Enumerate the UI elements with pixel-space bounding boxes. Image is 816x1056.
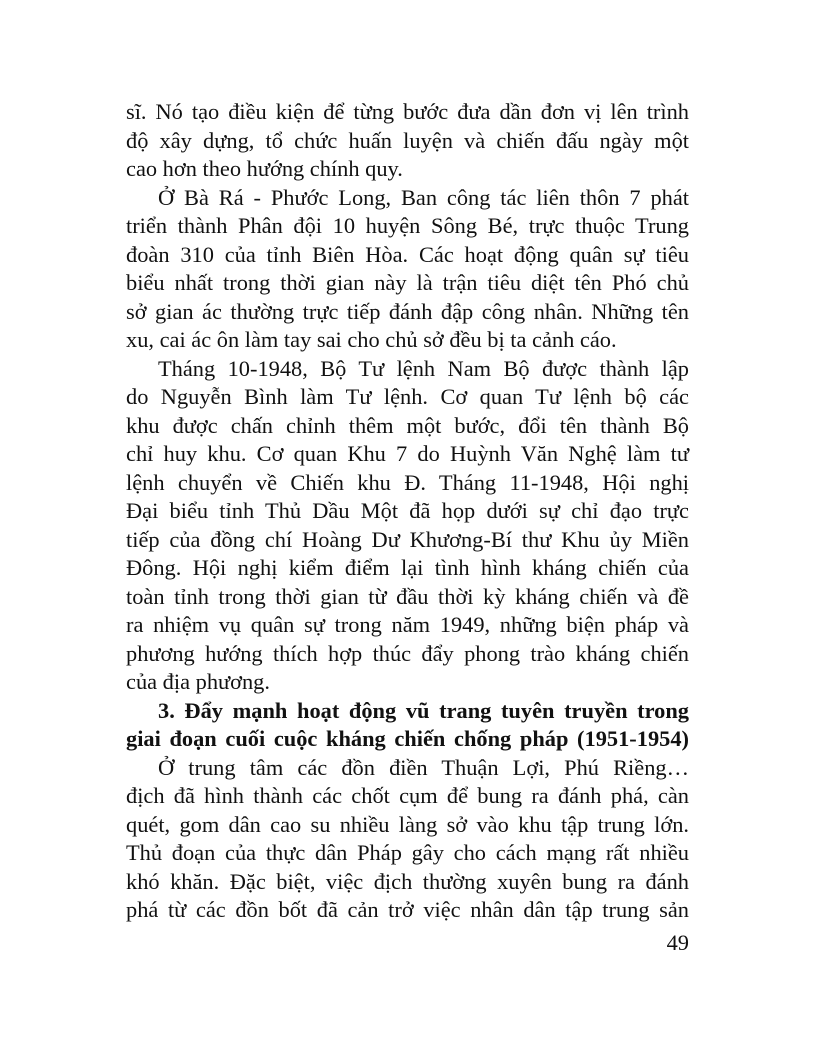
text-line: độ xây dựng, tổ chức huấn luyện và chiến đấu ngày một bbox=[126, 127, 689, 153]
text-line: Ở trung tâm các đồn điền Thuận Lợi, Phú Riềng… bbox=[158, 754, 689, 780]
text-line: phương hướng thích hợp thúc đẩy phong trào kháng chiến bbox=[126, 640, 689, 666]
section-heading bbox=[126, 697, 689, 754]
text-line: sĩ. Nó tạo điều kiện để từng bước đưa dần đơn vị lên trình bbox=[126, 99, 689, 124]
paragraph-continuation bbox=[126, 98, 689, 184]
text-line: tiếp của đồng chí Hoàng Dư Khương-Bí thư Khu ủy Miền bbox=[126, 526, 689, 552]
text-line: chỉ huy khu. Cơ quan Khu 7 do Huỳnh Văn Nghệ làm tư bbox=[126, 441, 689, 466]
heading-line: giai đoạn cuối cuộc kháng chiến chống pháp (1951-1954) bbox=[126, 726, 689, 751]
text-line: triển thành Phân đội 10 huyện Sông Bé, trực thuộc Trung bbox=[126, 213, 689, 238]
text-line: toàn tỉnh trong thời gian từ đầu thời kỳ kháng chiến và đề bbox=[126, 583, 689, 609]
text-line: phá từ các đồn bốt đã cản trở việc nhân dân tập trung sản bbox=[126, 897, 689, 922]
text-line: địch đã hình thành các chốt cụm để bung ra đánh phá, càn bbox=[126, 783, 689, 808]
text-line: khu được chấn chỉnh thêm một bước, đổi tên thành Bộ bbox=[126, 412, 689, 438]
text-line: lệnh chuyển về Chiến khu Đ. Tháng 11-1948, Hội nghị bbox=[126, 469, 689, 495]
paragraph-thuan-loi-phu-rieng bbox=[126, 754, 689, 925]
text-line: của địa phương. bbox=[126, 669, 270, 694]
text-line: Đông. Hội nghị kiểm điểm lại tình hình kháng chiến của bbox=[126, 555, 689, 580]
text-line: Ở Bà Rá - Phước Long, Ban công tác liên thôn 7 phát bbox=[158, 184, 689, 210]
text-line: quét, gom dân cao su nhiều làng sở vào khu tập trung lớn. bbox=[126, 811, 689, 837]
text-line: biểu nhất trong thời gian này là trận tiêu diệt tên Phó chủ bbox=[126, 270, 689, 295]
paragraph-thang-10-1948 bbox=[126, 355, 689, 697]
heading-line: 3. Đẩy mạnh hoạt động vũ trang tuyên truyền trong bbox=[158, 697, 689, 723]
text-line: Tháng 10-1948, Bộ Tư lệnh Nam Bộ được thành lập bbox=[158, 355, 689, 381]
text-line: xu, cai ác ôn làm tay sai cho chủ sở đều bị ta cảnh cáo. bbox=[126, 327, 617, 352]
text-line: ra nhiệm vụ quân sự trong năm 1949, những biện pháp và bbox=[126, 612, 689, 637]
text-line: cao hơn theo hướng chính quy. bbox=[126, 156, 403, 181]
text-line: Đại biểu tỉnh Thủ Dầu Một đã họp dưới sự chỉ đạo trực bbox=[126, 498, 689, 523]
text-line: do Nguyễn Bình làm Tư lệnh. Cơ quan Tư lệnh bộ các bbox=[126, 384, 689, 409]
page-number: 49 bbox=[666, 930, 689, 955]
paragraph-ba-ra-phuoc-long bbox=[126, 184, 689, 355]
page-body bbox=[126, 98, 689, 925]
text-line: sở gian ác thường trực tiếp đánh đập công nhân. Những tên bbox=[126, 298, 689, 324]
text-line: đoàn 310 của tỉnh Biên Hòa. Các hoạt động quân sự tiêu bbox=[126, 241, 689, 267]
text-line: khó khăn. Đặc biệt, việc địch thường xuyên bung ra đánh bbox=[126, 868, 689, 894]
text-line: Thủ đoạn của thực dân Pháp gây cho cách mạng rất nhiều bbox=[126, 840, 689, 865]
